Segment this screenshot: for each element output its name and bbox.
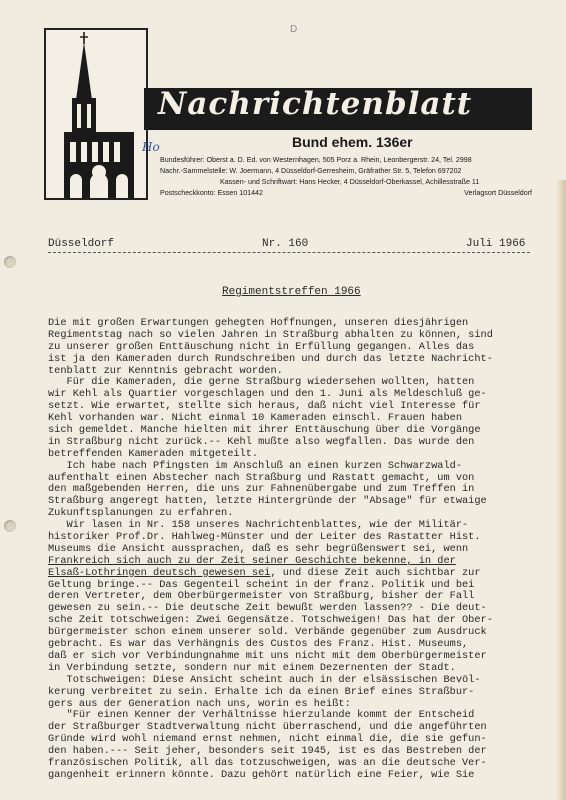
body-line: setzt. Wie erwartet, stellte sich heraus, daß nicht viel Interesse für: [48, 400, 481, 413]
body-line: in Straßburg nicht zurück.-- Kehl mußte also wegfallen. Das wurde den: [48, 435, 475, 448]
body-line: gers aus der Generation nach uns, worin es heißt:: [48, 697, 351, 710]
page-edge-stain: [556, 180, 566, 800]
body-line-tail: , und diese Zeit auch sichtbar zur: [270, 566, 481, 579]
body-line: betreffenden Kameraden mitgeteilt.: [48, 447, 259, 460]
punch-hole-bottom: [4, 520, 16, 532]
body-line: gewesen zu sein.-- Die deutsche Zeit bewußt werden lassen?? - Die deut-: [48, 602, 487, 615]
body-line: Kehl vorhanden war. Nicht einmal 10 Kameraden einschl. Frauen haben: [48, 412, 463, 425]
body-line: daß er sich vor Verbindungnahme mit uns nicht mit dem Oberbürgermeister: [48, 649, 487, 662]
masthead-subtitle: Bund ehem. 136er: [292, 134, 413, 150]
article-headline: Regimentstreffen 1966: [222, 286, 361, 298]
body-line: Straßburg angeregt hatten, letzte Hintergründe der "Absage" für etwaige: [48, 495, 487, 508]
body-line: kerung verbreitet zu sein. Erhalte ich da einen Brief eines Straßbur-: [48, 685, 475, 698]
letterhead-line: Bundesführer: Oberst a. D. Ed. von Westernhagen, 505 Porz a. Rhein, Leonbergerstr. 24, Tel. 2998: [160, 156, 472, 164]
publication-place: Verlagsort Düsseldorf: [464, 189, 532, 197]
letterhead-details: [160, 155, 532, 199]
body-line: wir Kehl als Quartier vorgeschlagen und den 1. Juni als Meldeschluß ge-: [48, 388, 487, 401]
body-line: Regimentstag nach so vielen Jahren in Straßburg abhalten zu können, sind: [48, 328, 493, 341]
body-line: historiker Prof.Dr. Hahlweg-Münster und der Leiter des Rastatter Hist.: [48, 531, 481, 544]
masthead-title: Nachrichtenblatt: [158, 86, 473, 122]
body-line: gangenheit erinnern könnte. Dazu gehört natürlich eine Feier, wie Sie: [48, 768, 475, 781]
body-line: Zukunftsplanungen zu erfahren.: [48, 507, 234, 520]
letterhead-footer-row: [160, 188, 532, 199]
body-line: tenblatt zur Kenntnis gebracht worden.: [48, 364, 283, 377]
body-line: "Für einen Kenner der Verhältnisse hierzulande kommt der Entscheid: [48, 709, 475, 722]
body-line: aufenthalt einen Abstecher nach Straßburg und Rastatt gemacht, um von: [48, 471, 475, 484]
body-line: Ich habe nach Pfingsten im Anschluß an einen kurzen Schwarzwald-: [48, 459, 463, 472]
body-line: in Verbindung setzte, sondern nur mit einem Dezernenten der Stadt.: [48, 661, 456, 674]
cathedral-icon: [46, 30, 146, 198]
body-line: Gründe wird wohl niemand ernst nehmen, nicht einmal die, die sie gefun-: [48, 733, 487, 746]
body-line: Für die Kameraden, die gerne Straßburg wiedersehen wollten, hatten: [48, 376, 475, 389]
body-line: französischen Politik, all das totzuschweigen, was an die deutsche Ver-: [48, 756, 487, 769]
body-line: sich gemeldet. Manche hielten mit ihrer Enttäuschung über die Vorgänge: [48, 424, 481, 437]
issue-number: Nr. 160: [262, 238, 309, 250]
letterhead-line: Nachr.-Sammelstelle: W. Joermann, 4 Düsseldorf-Gerresheim, Gräfrather Str. 5, Telefon 697202: [160, 167, 462, 175]
body-line-mixed: [48, 568, 538, 580]
cathedral-logo: [44, 28, 148, 200]
dashed-divider: [48, 252, 530, 253]
body-line: sche Zeit totschweigen: Zwei Gegensätze. Totschweigen! Das hat der Ober-: [48, 614, 493, 627]
body-line: Geltung bringe.-- Das Gegenteil scheint in der franz. Politik und bei: [48, 578, 475, 591]
punch-hole-top: [4, 256, 16, 268]
issue-place: Düsseldorf: [48, 238, 115, 250]
article-body: [48, 318, 538, 782]
pencil-mark: D: [290, 24, 298, 35]
postscheck-account: Postscheckkonto: Essen 101442: [160, 189, 263, 197]
body-line: der Straßburger Stadtverwaltung nicht überraschend, und die angeführten: [48, 721, 487, 734]
body-line: Wir lasen in Nr. 158 unseres Nachrichtenblattes, wie der Militär-: [48, 519, 469, 532]
body-line: zu unserer großen Enttäuschung nicht in Erfüllung gegangen. Alles das: [48, 340, 475, 353]
issue-date: Juli 1966: [466, 238, 526, 250]
underlined-phrase: Elsaß-Lothringen deutsch gewesen sei: [48, 566, 271, 579]
body-line: den haben.--- Seit jeher, besonders seit 1945, ist es das Bestreben der: [48, 745, 487, 758]
letterhead-line: Kassen- und Schriftwart: Hans Hecker, 4 Düsseldorf-Oberkassel, Achillesstraße 11: [220, 178, 480, 186]
body-line: den maßgebenden Herren, die uns zur Fahnenübergabe und zum Treffen in: [48, 483, 475, 496]
body-line-underlined: Frankreich sich auch zu der Zeit seiner Geschichte bekenne, in der: [48, 554, 456, 567]
body-line: Museums die Ansicht aussprachen, daß es sehr begrüßenswert sei, wenn: [48, 542, 469, 555]
body-line: Die mit großen Erwartungen gehegten Hoffnungen, unseren diesjährigen: [48, 317, 469, 329]
handwritten-mark: Ho: [142, 140, 160, 154]
body-line: ist ja den Kameraden durch Rundschreiben und durch das letzte Nachricht-: [48, 352, 493, 365]
body-line: Totschweigen: Diese Ansicht scheint auch in der elsässischen Bevöl-: [48, 673, 481, 686]
body-line: gebracht. Es war das Verhängnis des Custos des Franz. Hist. Museums,: [48, 638, 469, 651]
body-line: deren Vertreter, dem Oberbürgermeister von Straßburg, bisher der Fall: [48, 590, 475, 603]
body-line: bürgermeister schon einem unserer sold. Verbände gegenüber zum Ausdruck: [48, 626, 487, 639]
